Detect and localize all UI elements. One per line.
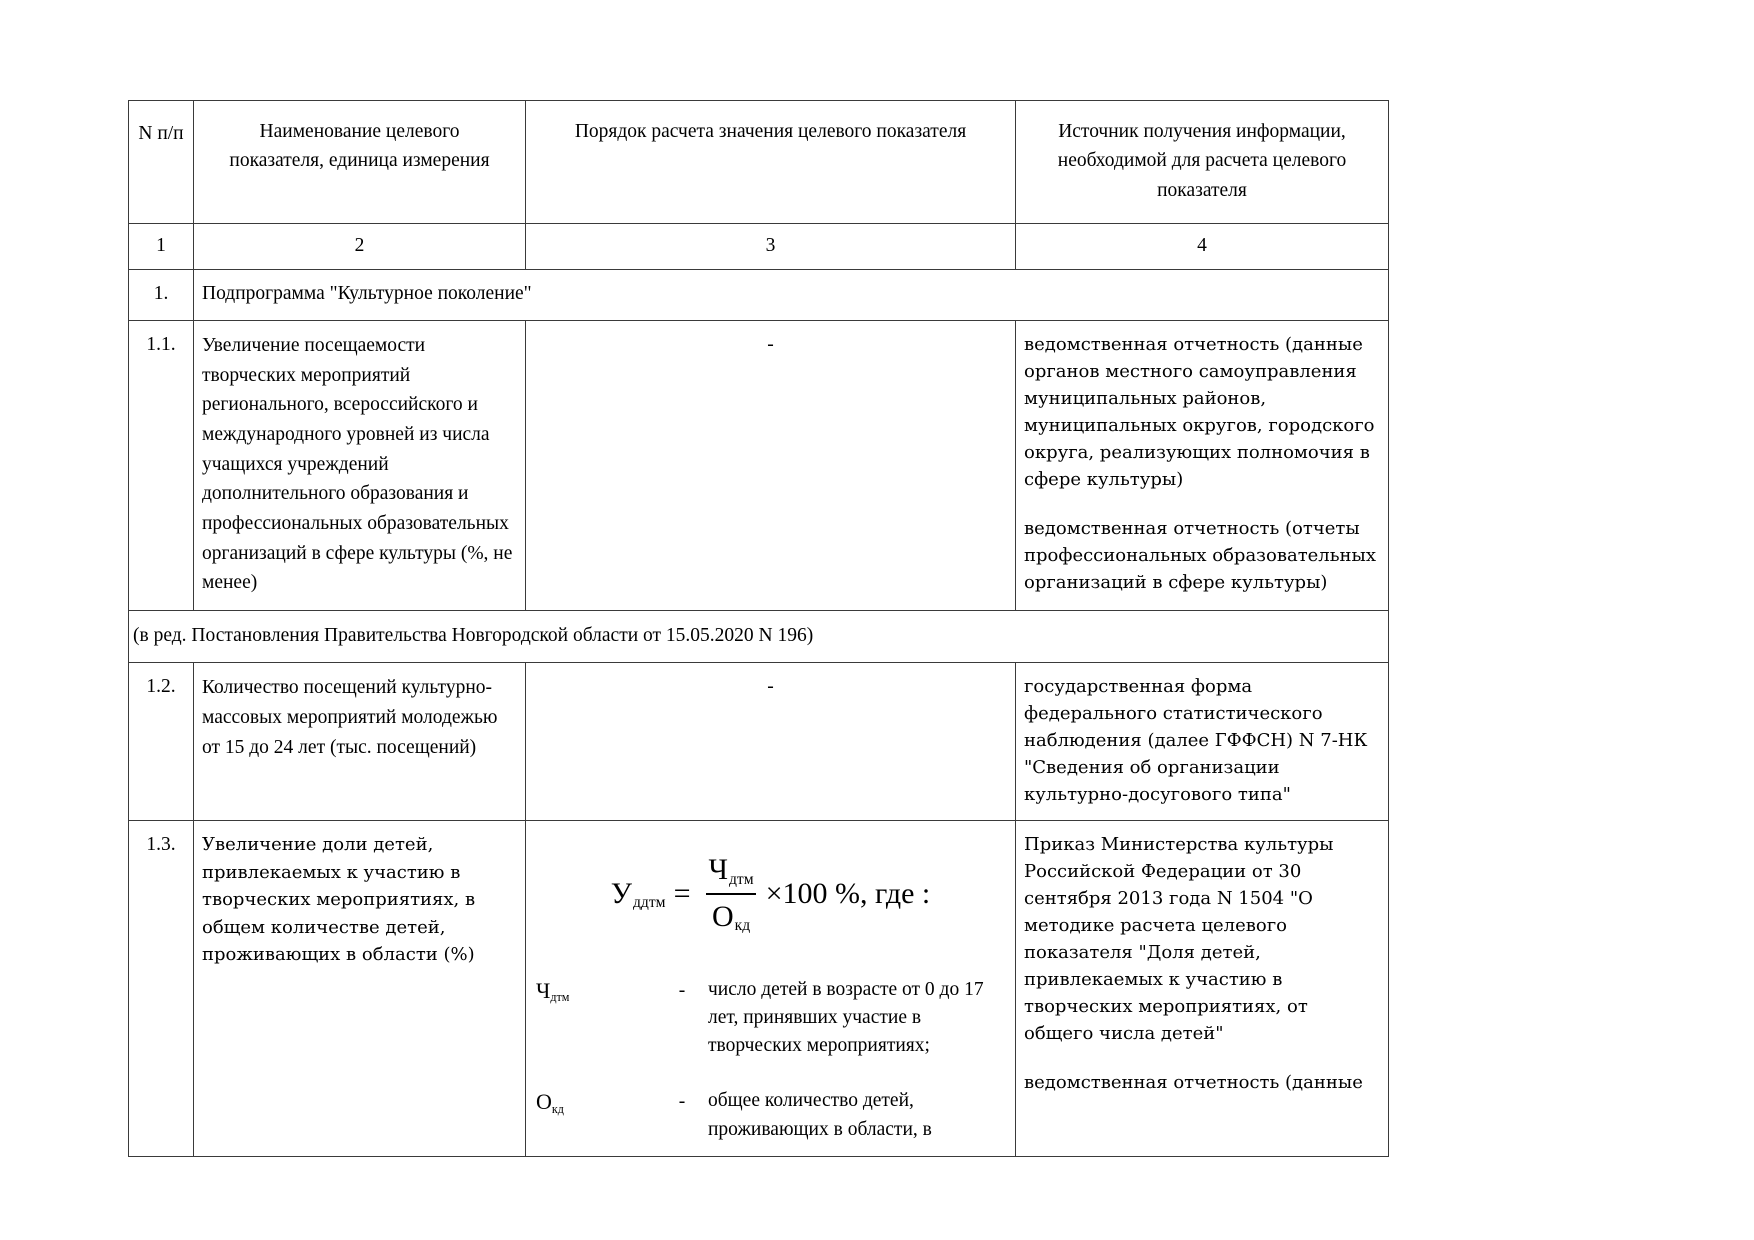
column-number-row <box>129 223 1389 270</box>
table-header-row <box>129 101 1389 224</box>
header-source-line3: показателя <box>1157 179 1247 201</box>
indicator-name-1-2-text: Количество посещений культурно-массовых мероприятий молодежью от 15 до 24 лет (тыс. посещений) <box>202 677 498 758</box>
column-number-3: 3 <box>526 223 1016 270</box>
definition-dash-2: - <box>678 1091 686 1113</box>
formula-tail: ×100 %, где : <box>765 876 931 910</box>
definition-description-2: общее количество детей, проживающих в области, в <box>708 1090 932 1140</box>
table-row-amendment-note <box>129 610 1389 663</box>
definition-symbol-2-base: О <box>536 1089 552 1115</box>
formula-equals-sign: = <box>673 876 691 910</box>
column-number-4: 4 <box>1016 223 1389 270</box>
row-number-subprogram: 1. <box>129 270 194 321</box>
formula-definition-item <box>536 975 1007 1061</box>
header-cell-calculation-order <box>526 101 1016 224</box>
source-1-1-paragraph-2: ведомственная отчетность (отчеты профессиональных образовательных организаций в сфере культуры) <box>1024 518 1377 594</box>
table-row-1-2 <box>129 663 1389 821</box>
header-calculation-label: Порядок расчета значения целевого показателя <box>574 121 967 142</box>
indicator-name-1-1-text: Увеличение посещаемости творческих мероприятий регионального, всероссийского и международного уровней из числа учащихся учреждений дополнительного образования и профессиональных образовательных организаций в сфере культуры (%, не менее) <box>202 335 513 594</box>
definition-symbol-1-base: Ч <box>536 977 551 1003</box>
row-number-1-3: 1.3. <box>129 821 194 1157</box>
definition-dash-1: - <box>678 979 686 1001</box>
source-1-2-paragraph-1: государственная форма федерального статистического наблюдения (далее ГФФСН) N 7-НК "Сведения об организации культурно-досугового типа" <box>1024 676 1368 806</box>
definition-symbol-1-subscript: дтм <box>550 990 570 1004</box>
header-cell-information-source <box>1016 101 1389 224</box>
formula-lhs <box>611 873 666 916</box>
formula-expression <box>611 849 931 938</box>
information-source-1-2 <box>1016 663 1389 821</box>
header-indicator-line2: показателя, единица измерения <box>229 150 490 172</box>
formula-numerator <box>702 849 759 893</box>
source-1-1-paragraph-1: ведомственная отчетность (данные органов местного самоуправления муниципальных районов, муниципальных округов, городского округа, реализующих полномочия в сфере культуры) <box>1024 334 1375 491</box>
indicator-name-1-2 <box>194 663 526 821</box>
header-cell-number <box>129 101 194 224</box>
table-row-1-1 <box>129 321 1389 611</box>
source-1-3-paragraph-1: Приказ Министерства культуры Российской Федерации от 30 сентября 2013 года N 1504 "О методике расчета целевого показателя "Доля детей, привлекаемых к участию в творческих мероприятиях, от общего числа детей" <box>1024 834 1334 1045</box>
calculation-order-1-2: - <box>526 663 1016 821</box>
column-number-2: 2 <box>194 223 526 270</box>
indicator-name-1-1 <box>194 321 526 611</box>
formula-lhs-base: У <box>610 876 632 910</box>
formula-definitions-list <box>534 975 1007 1144</box>
formula-lhs-subscript: ддтм <box>633 894 666 912</box>
indicator-name-1-3 <box>194 821 526 1157</box>
formula-block <box>534 831 1007 944</box>
table-row-1-3 <box>129 821 1389 1157</box>
definition-symbol-1 <box>536 975 656 1007</box>
formula-numerator-subscript: дтм <box>728 870 754 888</box>
definition-symbol-2-subscript: кд <box>551 1101 564 1116</box>
calculation-order-1-1: - <box>526 321 1016 611</box>
formula-definition-item <box>536 1086 1007 1144</box>
formula-numerator-base: Ч <box>708 853 728 887</box>
table-row-subprogram <box>129 270 1389 321</box>
formula-denominator <box>706 893 756 939</box>
information-source-1-3 <box>1016 821 1389 1157</box>
calculation-order-1-3 <box>526 821 1016 1157</box>
header-source-line2: необходимой для расчета целевого <box>1057 150 1347 172</box>
header-number-label: N п/п <box>138 123 184 144</box>
formula-denominator-subscript: кд <box>734 917 751 935</box>
header-indicator-line1: Наименование целевого <box>259 121 460 142</box>
target-indicators-table <box>128 100 1389 1157</box>
definition-symbol-2 <box>536 1086 656 1118</box>
definition-description-1: число детей в возрасте от 0 до 17 лет, принявших участие в творческих мероприятиях; <box>708 978 984 1057</box>
header-cell-indicator-name <box>194 101 526 224</box>
amendment-note-text: (в ред. Постановления Правительства Новгородской области от 15.05.2020 N 196) <box>129 610 1389 663</box>
formula-fraction <box>702 849 759 938</box>
header-source-line1: Источник получения информации, <box>1058 121 1346 142</box>
information-source-1-1 <box>1016 321 1389 611</box>
subprogram-title: Подпрограмма "Культурное поколение" <box>194 270 1389 321</box>
indicator-name-1-3-text: Увеличение доли детей, привлекаемых к участию в творческих мероприятиях, в общем количестве детей, проживающих в области (%) <box>202 834 476 965</box>
formula-denominator-base: О <box>711 900 734 934</box>
source-1-3-paragraph-2: ведомственная отчетность (данные <box>1024 1072 1363 1094</box>
row-number-1-2: 1.2. <box>129 663 194 821</box>
column-number-1: 1 <box>129 223 194 270</box>
row-number-1-1: 1.1. <box>129 321 194 611</box>
